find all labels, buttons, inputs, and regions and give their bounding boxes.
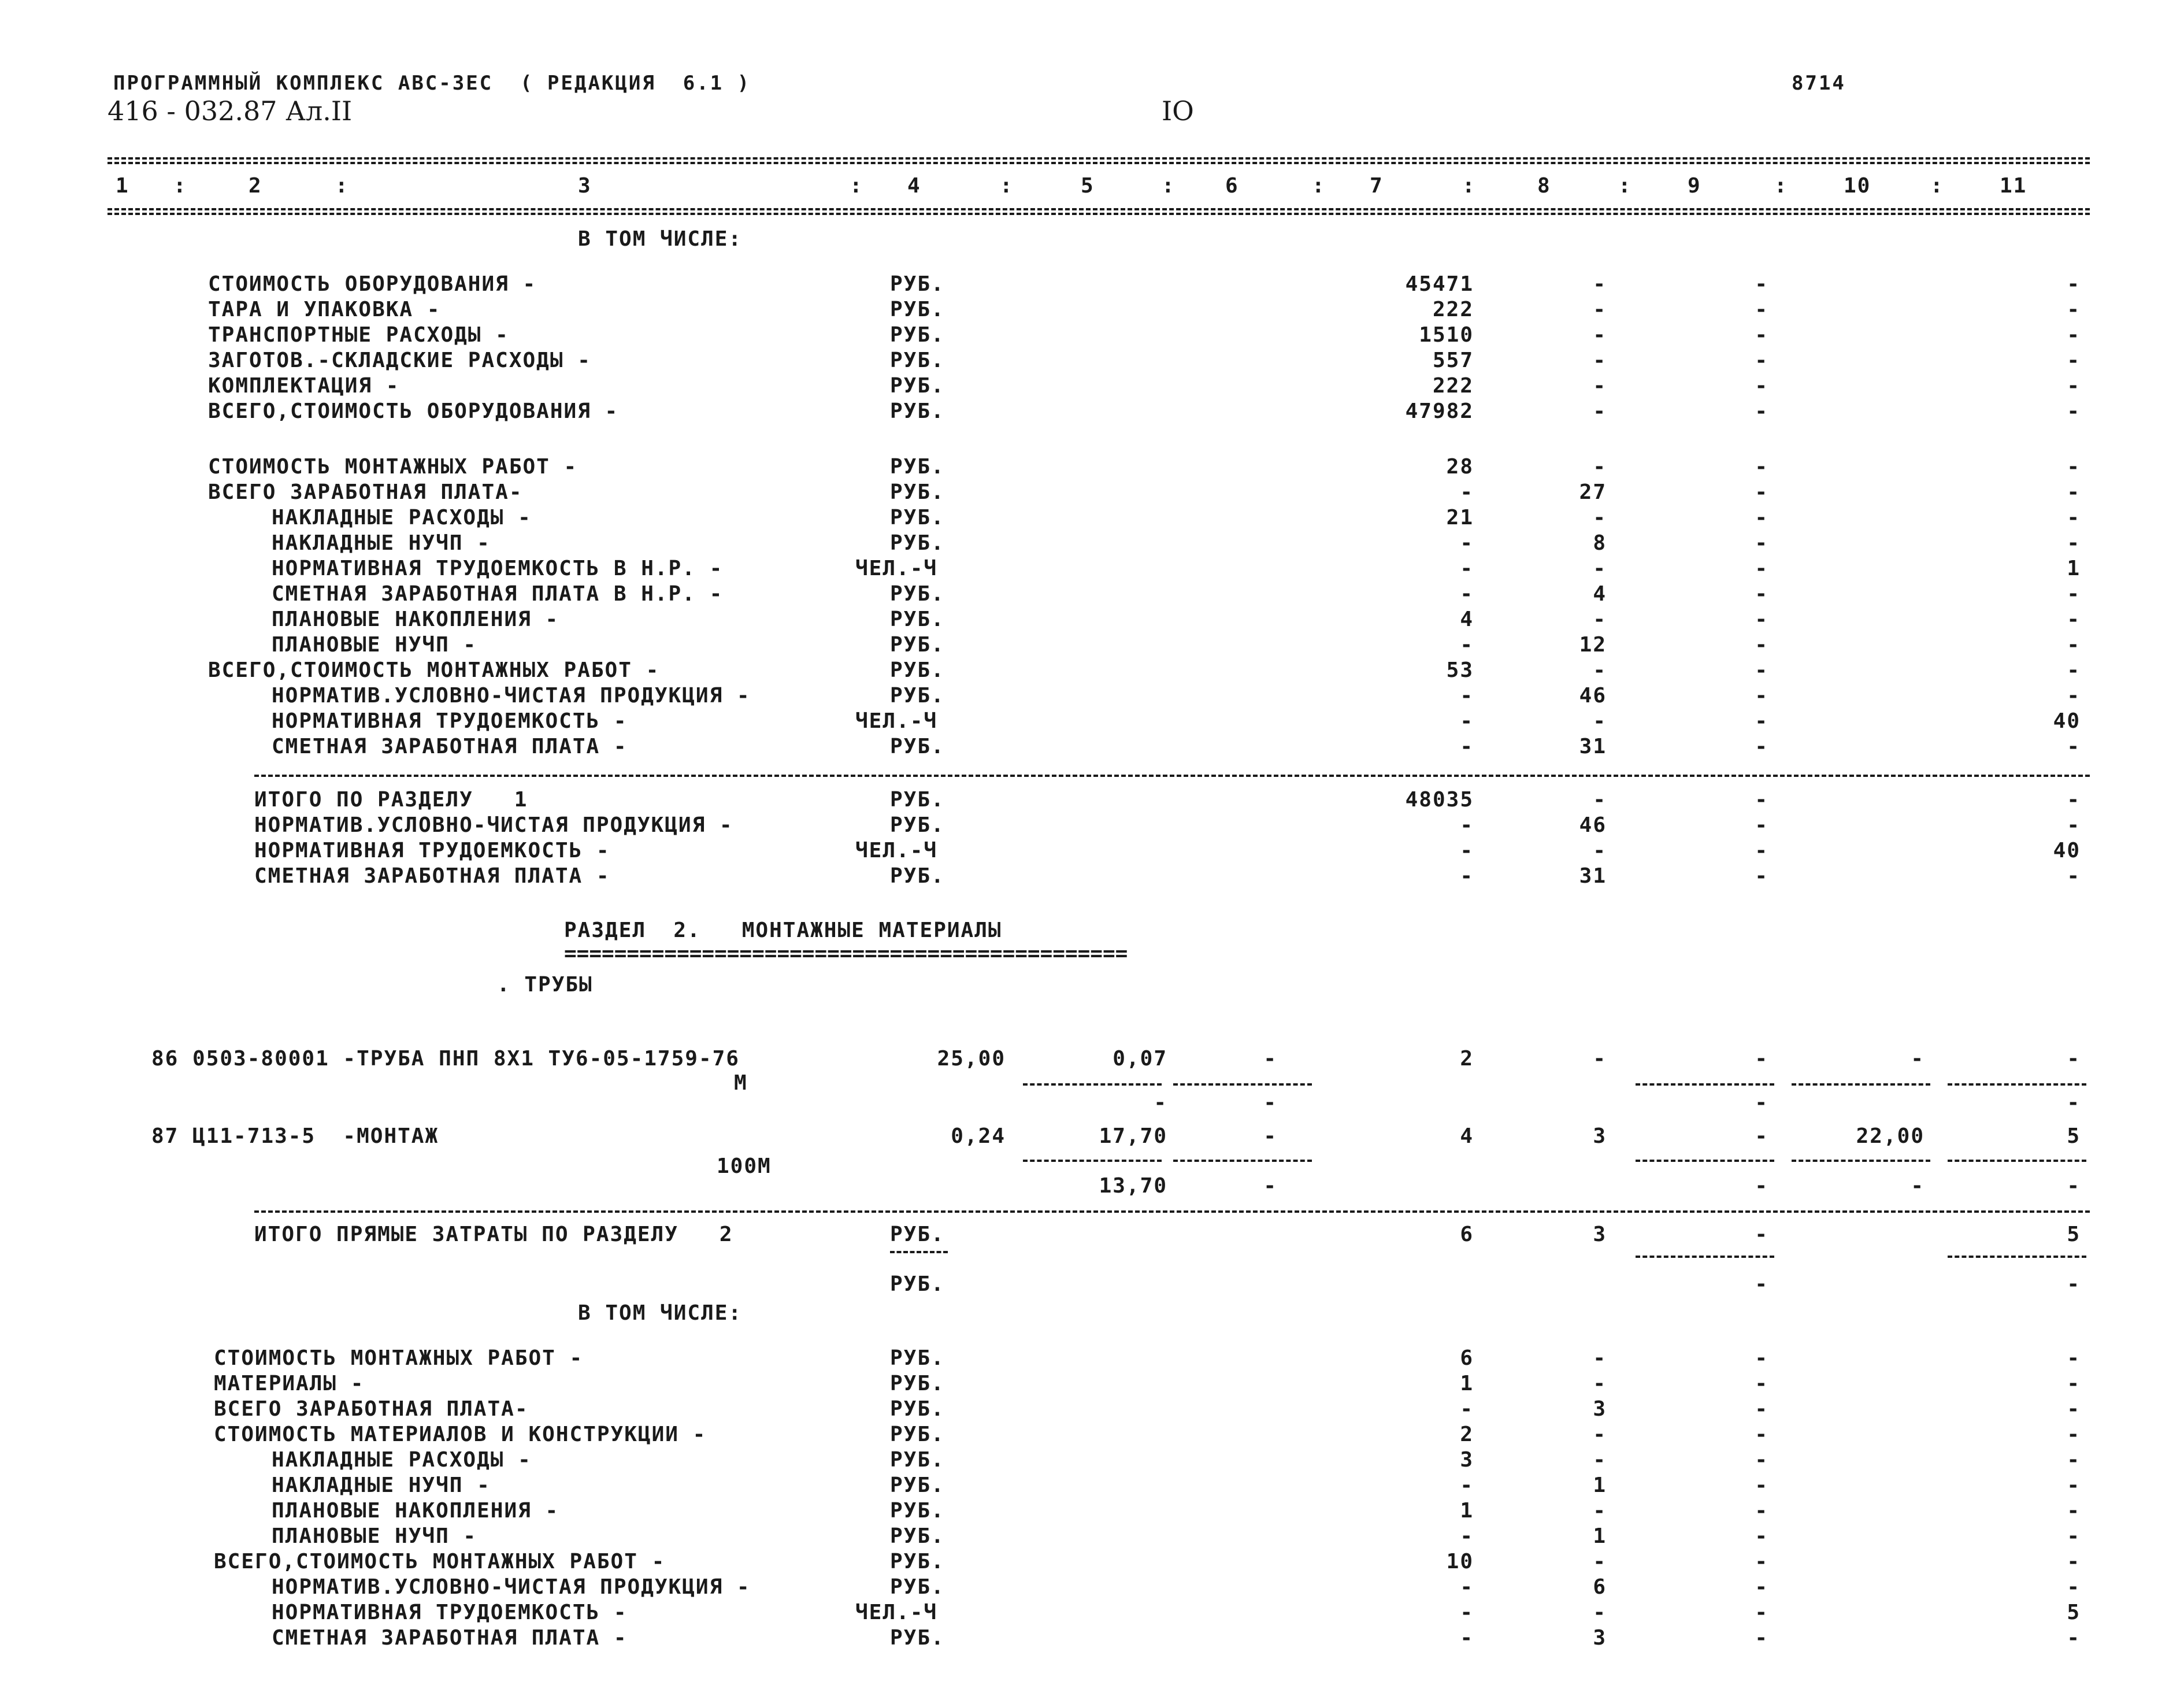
section1-row-col7: 21: [1446, 506, 1474, 529]
section1-total-rule: [254, 775, 2090, 777]
section1-row-col7: -: [1460, 531, 1474, 555]
section2-row-col11: -: [2067, 1550, 2081, 1573]
item-87-unit: 100М: [717, 1154, 772, 1178]
section1-row-col11: -: [2067, 323, 2081, 347]
section2-row-col11: -: [2067, 1346, 2081, 1370]
section2-row-col8: 3: [1593, 1397, 1607, 1421]
section1-row-col9: -: [1755, 272, 1768, 296]
section1-row-col9: -: [1755, 735, 1768, 758]
section1-row-col8: -: [1593, 709, 1607, 733]
item-86-col9-b: -: [1755, 1091, 1768, 1114]
section2-total-col11: 5: [2067, 1223, 2081, 1246]
item-87-col8: 3: [1593, 1124, 1607, 1148]
section2-row-label: ВСЕГО ЗАРАБОТНАЯ ПЛАТА-: [214, 1397, 529, 1421]
section1-row-col8: -: [1593, 323, 1607, 347]
section1-total-row-unit: РУБ.: [890, 813, 945, 837]
section1-row-col11: -: [2067, 349, 2081, 372]
item-86-description: 86 0503-80001 -ТРУБА ПНП 8Х1 ТУ6-05-1759-76: [151, 1047, 740, 1071]
section1-row-col11: 1: [2067, 557, 2081, 580]
item-87-col10-rule: [1792, 1160, 1930, 1162]
column-header-8: 8: [1537, 174, 1551, 198]
section1-row-col11: -: [2067, 582, 2081, 606]
section1-row-unit: РУБ.: [890, 298, 945, 321]
section2-row-col7: 3: [1460, 1448, 1474, 1472]
section2-row-unit: РУБ.: [890, 1524, 945, 1548]
column-header-6: 6: [1225, 174, 1239, 198]
section2-row-col9: -: [1755, 1575, 1768, 1599]
section2-row-unit: РУБ.: [890, 1550, 945, 1573]
column-header-3: 3: [578, 174, 592, 198]
item-87-col10-b: -: [1911, 1174, 1925, 1198]
item-87-col11-rule: [1948, 1160, 2086, 1162]
section1-total-row-unit: РУБ.: [890, 864, 945, 888]
section1-row-unit: РУБ.: [890, 506, 945, 529]
item-86-col7: 2: [1460, 1047, 1474, 1071]
section1-row-col7: -: [1460, 557, 1474, 580]
section2-total-col9-rule: [1636, 1256, 1774, 1258]
section1-row-unit: РУБ.: [890, 582, 945, 606]
section1-row-unit: РУБ.: [890, 735, 945, 758]
section2-row-col7: -: [1460, 1524, 1474, 1548]
item-86-unit: М: [734, 1071, 748, 1095]
column-header-10: 10: [1844, 174, 1871, 198]
section1-row-col11: -: [2067, 272, 2081, 296]
section2-row-col11: -: [2067, 1499, 2081, 1523]
section1-row-unit: РУБ.: [890, 633, 945, 657]
section1-row-col11: -: [2067, 455, 2081, 479]
section1-total-row-col8: -: [1593, 788, 1607, 812]
header-bottom-rule-2: [107, 213, 2090, 215]
section2-row-label: ВСЕГО,СТОИМОСТЬ МОНТАЖНЫХ РАБОТ -: [214, 1550, 666, 1573]
section2-total-col11-rule: [1948, 1256, 2086, 1258]
section1-row-col7: 1510: [1419, 323, 1474, 347]
section1-row-label: ВСЕГО ЗАРАБОТНАЯ ПЛАТА-: [208, 480, 523, 504]
section1-row-col11: -: [2067, 506, 2081, 529]
item-87-col5: 17,70: [1099, 1124, 1167, 1148]
section1-row-unit: РУБ.: [890, 455, 945, 479]
section1-row-unit: РУБ.: [890, 658, 945, 682]
column-separator: :: [1618, 174, 1632, 198]
section2-row-label: НАКЛАДНЫЕ НУЧП -: [272, 1473, 491, 1497]
program-title: ПРОГРАММНЫЙ КОМПЛЕКС АВС-3ЕС ( РЕДАКЦИЯ 6.1 ): [113, 72, 751, 95]
section1-row-col9: -: [1755, 323, 1768, 347]
section2-row-col9: -: [1755, 1524, 1768, 1548]
section2-title: РАЗДЕЛ 2. МОНТАЖНЫЕ МАТЕРИАЛЫ: [564, 919, 1002, 942]
section1-row-label: КОМПЛЕКТАЦИЯ -: [208, 374, 400, 398]
section2-row-unit: РУБ.: [890, 1626, 945, 1650]
section2-row-col7: -: [1460, 1473, 1474, 1497]
item-87-col11-b: -: [2067, 1174, 2081, 1198]
section1-row-col7: 557: [1432, 349, 1474, 372]
section2-row-col11: -: [2067, 1448, 2081, 1472]
section1-total-row-col11: -: [2067, 813, 2081, 837]
section2-row-col9: -: [1755, 1448, 1768, 1472]
section1-row-col7: 28: [1446, 455, 1474, 479]
section1-row-unit: РУБ.: [890, 349, 945, 372]
section1-row-col8: -: [1593, 658, 1607, 682]
section1-row-col7: -: [1460, 480, 1474, 504]
section1-row-label: ТРАНСПОРТНЫЕ РАСХОДЫ -: [208, 323, 509, 347]
section2-row-col9: -: [1755, 1423, 1768, 1446]
section2-row-label: СМЕТНАЯ ЗАРАБОТНАЯ ПЛАТА -: [272, 1626, 628, 1650]
section1-total-row-label: НОРМАТИВНАЯ ТРУДОЕМКОСТЬ -: [254, 839, 610, 862]
section2-total-rule: [254, 1210, 2090, 1213]
section1-row-col9: -: [1755, 608, 1768, 631]
section1-row-col8: -: [1593, 349, 1607, 372]
header-top-rule: [107, 157, 2090, 160]
section1-row-col8: -: [1593, 272, 1607, 296]
item-86-col11: -: [2067, 1047, 2081, 1071]
item-87-col6-b: -: [1263, 1174, 1277, 1198]
section2-total-unit: РУБ.: [890, 1223, 945, 1246]
section1-row-unit: РУБ.: [890, 374, 945, 398]
section2-total-col9: -: [1755, 1223, 1768, 1246]
section1-row-col11: -: [2067, 658, 2081, 682]
column-separator: :: [173, 174, 187, 198]
section1-total-row-col7: -: [1460, 839, 1474, 862]
section1-row-col7: -: [1460, 582, 1474, 606]
section1-row-col8: -: [1593, 374, 1607, 398]
section1-row-label: ПЛАНОВЫЕ НУЧП -: [272, 633, 477, 657]
column-separator: :: [1000, 174, 1014, 198]
section1-incl-heading: В ТОМ ЧИСЛЕ:: [578, 227, 743, 251]
section2-row-label: НОРМАТИВНАЯ ТРУДОЕМКОСТЬ -: [272, 1601, 628, 1624]
section1-row-col9: -: [1755, 298, 1768, 321]
section1-row-col11: -: [2067, 531, 2081, 555]
section2-row-unit: РУБ.: [890, 1448, 945, 1472]
section1-row-label: СТОИМОСТЬ ОБОРУДОВАНИЯ -: [208, 272, 537, 296]
section1-total-row-col7: -: [1460, 813, 1474, 837]
item-87-col9: -: [1755, 1124, 1768, 1148]
section1-total-row-col8: 46: [1579, 813, 1607, 837]
section1-row-col8: -: [1593, 455, 1607, 479]
section1-row-col11: -: [2067, 735, 2081, 758]
section1-total-row-col7: -: [1460, 864, 1474, 888]
section1-row-col9: -: [1755, 455, 1768, 479]
section2-row-col9: -: [1755, 1499, 1768, 1523]
item-86-col6-rule: [1173, 1083, 1312, 1086]
section1-row-col9: -: [1755, 658, 1768, 682]
section1-row-label: СТОИМОСТЬ МОНТАЖНЫХ РАБОТ -: [208, 455, 578, 479]
section2-row-col11: -: [2067, 1372, 2081, 1395]
section1-row-col11: -: [2067, 480, 2081, 504]
section1-row-col7: 4: [1460, 608, 1474, 631]
section1-row-label: НОРМАТИВНАЯ ТРУДОЕМКОСТЬ В Н.Р. -: [272, 557, 724, 580]
section1-row-col9: -: [1755, 709, 1768, 733]
section1-row-label: СМЕТНАЯ ЗАРАБОТНАЯ ПЛАТА В Н.Р. -: [272, 582, 724, 606]
section1-row-col8: 4: [1593, 582, 1607, 606]
item-86-col10-rule: [1792, 1083, 1930, 1086]
item-86-col8: -: [1593, 1047, 1607, 1071]
section2-row-unit: РУБ.: [890, 1575, 945, 1599]
section1-row-unit: РУБ.: [890, 399, 945, 423]
section2-row-label: ПЛАНОВЫЕ НАКОПЛЕНИЯ -: [272, 1499, 559, 1523]
section1-row-label: ПЛАНОВЫЕ НАКОПЛЕНИЯ -: [272, 608, 559, 631]
document-code: 416 - 032.87 Ал.II: [107, 95, 353, 127]
section1-row-col7: 222: [1432, 298, 1474, 321]
section2-row-label: МАТЕРИАЛЫ -: [214, 1372, 365, 1395]
header-top-rule-2: [107, 162, 2090, 164]
section1-row-col7: -: [1460, 735, 1474, 758]
section2-row-col7: 2: [1460, 1423, 1474, 1446]
section1-row-col11: -: [2067, 633, 2081, 657]
section1-row-label: ТАРА И УПАКОВКА -: [208, 298, 441, 321]
section2-row-col11: -: [2067, 1423, 2081, 1446]
column-header-1: 1: [116, 174, 129, 198]
section1-total-row-col8: 31: [1579, 864, 1607, 888]
section1-row-col7: -: [1460, 633, 1474, 657]
section1-total-row-col11: -: [2067, 788, 2081, 812]
section2-row-col8: 6: [1593, 1575, 1607, 1599]
section1-row-label: СМЕТНАЯ ЗАРАБОТНАЯ ПЛАТА -: [272, 735, 628, 758]
section2-row-col7: 6: [1460, 1346, 1474, 1370]
section2-row-label: НАКЛАДНЫЕ РАСХОДЫ -: [272, 1448, 532, 1472]
section2-row-label: СТОИМОСТЬ МАТЕРИАЛОВ И КОНСТРУКЦИИ -: [214, 1423, 707, 1446]
section1-total-row-unit: РУБ.: [890, 788, 945, 812]
section2-row-col8: 1: [1593, 1524, 1607, 1548]
section2-total-unit-2: РУБ.: [890, 1272, 945, 1296]
section1-row-col8: -: [1593, 298, 1607, 321]
section2-row-col9: -: [1755, 1550, 1768, 1573]
section2-row-unit: РУБ.: [890, 1372, 945, 1395]
section1-total-row-col11: -: [2067, 864, 2081, 888]
column-header-7: 7: [1370, 174, 1384, 198]
section1-row-col9: -: [1755, 399, 1768, 423]
section2-row-unit: РУБ.: [890, 1423, 945, 1446]
section2-row-col8: -: [1593, 1550, 1607, 1573]
section1-row-col7: 47982: [1405, 399, 1474, 423]
section1-row-col8: -: [1593, 557, 1607, 580]
section2-row-col11: -: [2067, 1626, 2081, 1650]
section2-row-col8: 1: [1593, 1473, 1607, 1497]
item-87-col5-b: 13,70: [1099, 1174, 1167, 1198]
item-86-col5: 0,07: [1113, 1047, 1167, 1071]
item-87-col7: 4: [1460, 1124, 1474, 1148]
section2-row-col9: -: [1755, 1397, 1768, 1421]
item-87-col9-rule: [1636, 1160, 1774, 1162]
section1-row-unit: ЧЕЛ.-Ч: [855, 709, 938, 733]
section1-total-row-label: НОРМАТИВ.УСЛОВНО-ЧИСТАЯ ПРОДУКЦИЯ -: [254, 813, 733, 837]
column-separator: :: [1162, 174, 1176, 198]
section1-row-col7: 222: [1432, 374, 1474, 398]
section1-row-col9: -: [1755, 684, 1768, 708]
item-87-description: 87 Ц11-713-5 -МОНТАЖ: [151, 1124, 439, 1148]
section1-row-unit: РУБ.: [890, 323, 945, 347]
section2-row-col8: -: [1593, 1423, 1607, 1446]
section2-row-col8: -: [1593, 1346, 1607, 1370]
section2-row-col8: -: [1593, 1448, 1607, 1472]
section2-row-col9: -: [1755, 1601, 1768, 1624]
section1-row-unit: РУБ.: [890, 272, 945, 296]
item-86-col11-rule: [1948, 1083, 2086, 1086]
item-87-col11: 5: [2067, 1124, 2081, 1148]
item-86-col5-b: -: [1154, 1091, 1167, 1114]
item-87-col6: -: [1263, 1124, 1277, 1148]
section1-row-col9: -: [1755, 374, 1768, 398]
section1-total-row-col7: 48035: [1405, 788, 1474, 812]
page-number: IO: [1162, 95, 1194, 127]
section2-row-col9: -: [1755, 1473, 1768, 1497]
column-separator: :: [850, 174, 863, 198]
section1-total-row-col8: -: [1593, 839, 1607, 862]
section1-total-row-col9: -: [1755, 839, 1768, 862]
section2-row-unit: РУБ.: [890, 1499, 945, 1523]
item-86-col9: -: [1755, 1047, 1768, 1071]
section1-row-label: НОРМАТИВ.УСЛОВНО-ЧИСТАЯ ПРОДУКЦИЯ -: [272, 684, 751, 708]
section1-row-unit: РУБ.: [890, 531, 945, 555]
section1-row-col11: -: [2067, 374, 2081, 398]
section1-total-row-col11: 40: [2053, 839, 2081, 862]
item-86-col9-rule: [1636, 1083, 1774, 1086]
section2-row-unit: РУБ.: [890, 1473, 945, 1497]
item-87-col10: 22,00: [1856, 1124, 1925, 1148]
section1-row-label: НАКЛАДНЫЕ НУЧП -: [272, 531, 491, 555]
section1-row-col11: -: [2067, 684, 2081, 708]
section2-row-col11: -: [2067, 1473, 2081, 1497]
column-header-2: 2: [249, 174, 262, 198]
item-86-col5-rule: [1023, 1083, 1162, 1086]
section2-row-col9: -: [1755, 1372, 1768, 1395]
section2-total-unit-rule: [890, 1251, 948, 1253]
section1-row-col8: -: [1593, 506, 1607, 529]
section1-total-row-unit: ЧЕЛ.-Ч: [855, 839, 938, 862]
section1-row-col9: -: [1755, 531, 1768, 555]
section1-total-row-col9: -: [1755, 864, 1768, 888]
section2-row-label: НОРМАТИВ.УСЛОВНО-ЧИСТАЯ ПРОДУКЦИЯ -: [272, 1575, 751, 1599]
section1-row-col7: 53: [1446, 658, 1474, 682]
section2-row-col7: 1: [1460, 1372, 1474, 1395]
section1-row-col9: -: [1755, 582, 1768, 606]
section2-row-label: СТОИМОСТЬ МОНТАЖНЫХ РАБОТ -: [214, 1346, 584, 1370]
section2-row-col11: 5: [2067, 1601, 2081, 1624]
section1-row-col9: -: [1755, 480, 1768, 504]
section1-row-col8: -: [1593, 399, 1607, 423]
section2-row-unit: РУБ.: [890, 1397, 945, 1421]
section1-row-unit: РУБ.: [890, 608, 945, 631]
section1-row-col11: -: [2067, 608, 2081, 631]
item-87-col5-rule: [1023, 1160, 1162, 1162]
column-separator: :: [1930, 174, 1944, 198]
section2-total-col8: 3: [1593, 1223, 1607, 1246]
section2-row-col8: -: [1593, 1601, 1607, 1624]
section2-title-underline: =============================================: [564, 942, 1128, 965]
section2-row-col8: -: [1593, 1499, 1607, 1523]
section1-row-col9: -: [1755, 506, 1768, 529]
item-86-col4: 25,00: [937, 1047, 1006, 1071]
section1-row-col8: 31: [1579, 735, 1607, 758]
section2-row-col11: -: [2067, 1397, 2081, 1421]
section2-row-label: ПЛАНОВЫЕ НУЧП -: [272, 1524, 477, 1548]
section1-row-unit: РУБ.: [890, 684, 945, 708]
section2-row-col8: 3: [1593, 1626, 1607, 1650]
section1-row-col9: -: [1755, 349, 1768, 372]
column-header-9: 9: [1688, 174, 1701, 198]
column-separator: :: [1312, 174, 1326, 198]
section2-row-col7: 10: [1446, 1550, 1474, 1573]
section1-row-col7: -: [1460, 684, 1474, 708]
section1-row-unit: РУБ.: [890, 480, 945, 504]
section2-row-col7: 1: [1460, 1499, 1474, 1523]
section2-row-col11: -: [2067, 1524, 2081, 1548]
section1-row-col11: 40: [2053, 709, 2081, 733]
column-header-11: 11: [2000, 174, 2027, 198]
column-separator: :: [335, 174, 349, 198]
section2-row-col9: -: [1755, 1626, 1768, 1650]
section1-total-row-col9: -: [1755, 813, 1768, 837]
column-header-4: 4: [907, 174, 921, 198]
section1-row-col9: -: [1755, 557, 1768, 580]
item-86-col6: -: [1263, 1047, 1277, 1071]
item-86-col11-b: -: [2067, 1091, 2081, 1114]
section2-row-col7: -: [1460, 1575, 1474, 1599]
section1-row-col11: -: [2067, 298, 2081, 321]
item-87-col9-b: -: [1755, 1174, 1768, 1198]
section2-row-col7: -: [1460, 1601, 1474, 1624]
section2-row-col9: -: [1755, 1346, 1768, 1370]
column-separator: :: [1774, 174, 1788, 198]
section1-row-label: НАКЛАДНЫЕ РАСХОДЫ -: [272, 506, 532, 529]
section1-row-col7: -: [1460, 709, 1474, 733]
section1-row-col7: 45471: [1405, 272, 1474, 296]
section1-row-col8: 27: [1579, 480, 1607, 504]
section2-total-col11-b: -: [2067, 1272, 2081, 1296]
item-86-col6-b: -: [1263, 1091, 1277, 1114]
section1-row-label: ВСЕГО,СТОИМОСТЬ МОНТАЖНЫХ РАБОТ -: [208, 658, 660, 682]
section1-row-col11: -: [2067, 399, 2081, 423]
section2-total-label: ИТОГО ПРЯМЫЕ ЗАТРАТЫ ПО РАЗДЕЛУ 2: [254, 1223, 733, 1246]
section1-row-col8: 8: [1593, 531, 1607, 555]
section2-row-col7: -: [1460, 1397, 1474, 1421]
section1-row-col8: 12: [1579, 633, 1607, 657]
item-87-col6-rule: [1173, 1160, 1312, 1162]
section1-row-label: НОРМАТИВНАЯ ТРУДОЕМКОСТЬ -: [272, 709, 628, 733]
header-bottom-rule: [107, 208, 2090, 210]
section2-row-unit: РУБ.: [890, 1346, 945, 1370]
section1-row-label: ЗАГОТОВ.-СКЛАДСКИЕ РАСХОДЫ -: [208, 349, 591, 372]
section2-row-col7: -: [1460, 1626, 1474, 1650]
section1-row-col9: -: [1755, 633, 1768, 657]
section2-row-unit: ЧЕЛ.-Ч: [855, 1601, 938, 1624]
section2-group-pipes: . ТРУБЫ: [497, 973, 593, 997]
document-number: 8714: [1792, 72, 1846, 95]
section1-total-row-col9: -: [1755, 788, 1768, 812]
section2-incl-heading: В ТОМ ЧИСЛЕ:: [578, 1301, 743, 1325]
section2-row-col11: -: [2067, 1575, 2081, 1599]
section1-row-unit: ЧЕЛ.-Ч: [855, 557, 938, 580]
section1-row-col8: 46: [1579, 684, 1607, 708]
column-header-5: 5: [1081, 174, 1095, 198]
item-86-col10: -: [1911, 1047, 1925, 1071]
section2-total-col7: 6: [1460, 1223, 1474, 1246]
column-separator: :: [1462, 174, 1476, 198]
section1-total-row-label: СМЕТНАЯ ЗАРАБОТНАЯ ПЛАТА -: [254, 864, 610, 888]
section1-row-col8: -: [1593, 608, 1607, 631]
section2-total-col9-b: -: [1755, 1272, 1768, 1296]
section1-total-row-label: ИТОГО ПО РАЗДЕЛУ 1: [254, 788, 528, 812]
item-87-col4: 0,24: [951, 1124, 1006, 1148]
section2-row-col8: -: [1593, 1372, 1607, 1395]
section1-row-label: ВСЕГО,СТОИМОСТЬ ОБОРУДОВАНИЯ -: [208, 399, 619, 423]
